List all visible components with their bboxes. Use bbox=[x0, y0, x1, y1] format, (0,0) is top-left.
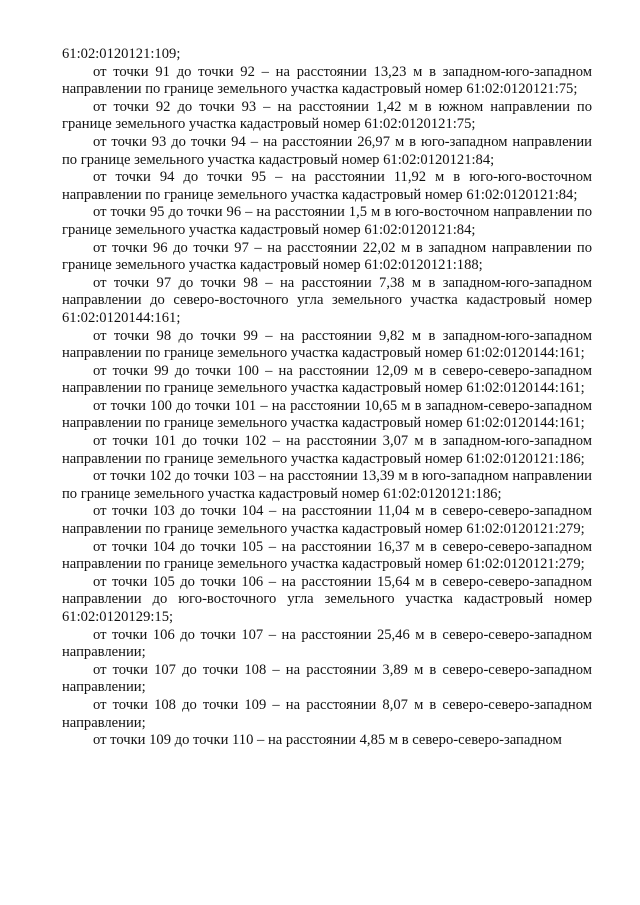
paragraph-segment-105-106: от точки 105 до точки 106 – на расстоянии 15,64 м в северо-северо-западном направлении до юго-восточного угла земельного участка кадастровый номер 61:02:0120129:15; bbox=[62, 573, 592, 625]
paragraph-segment-99-100: от точки 99 до точки 100 – на расстоянии 12,09 м в северо-северо-западном направлении по границе земельного участка кадастровый номер 61:02:0120144:161; bbox=[62, 362, 592, 397]
document-page bbox=[62, 46, 592, 750]
paragraph-segment-101-102: от точки 101 до точки 102 – на расстоянии 3,07 м в западном-юго-западном направлении по границе земельного участка кадастровый номер 61:02:0120121:186; bbox=[62, 433, 592, 467]
paragraph-segment-96-97: от точки 96 до точки 97 – на расстоянии 22,02 м в западном направлении по границе земельного участка кадастровый номер 61:02:0120121:188; bbox=[62, 239, 592, 274]
paragraph-segment-108-109: от точки 108 до точки 109 – на расстоянии 8,07 м в северо-северо-западном направлении; bbox=[62, 696, 592, 731]
paragraph-segment-92-93: от точки 92 до точки 93 – на расстоянии 1,42 м в южном направлении по границе земельного участка кадастровый номер 61:02:0120121:75; bbox=[62, 98, 592, 133]
paragraph-segment-102-103: от точки 102 до точки 103 – на расстоянии 13,39 м в юго-западном направлении по границе земельного участка кадастровый номер 61:02:0120121:186; bbox=[62, 468, 592, 502]
paragraph-segment-103-104: от точки 103 до точки 104 – на расстоянии 11,04 м в северо-северо-западном направлении по границе земельного участка кадастровый номер 61:02:0120121:279; bbox=[62, 503, 592, 538]
paragraph-cadastral-number: 61:02:0120121:109; bbox=[62, 46, 181, 62]
paragraph-segment-91-92: от точки 91 до точки 92 – на расстоянии 13,23 м в западном-юго-западном направлении по границе земельного участка кадастровый номер 61:02:0120121:75; bbox=[62, 63, 592, 98]
paragraph-segment-104-105: от точки 104 до точки 105 – на расстоянии 16,37 м в северо-северо-западном направлении по границе земельного участка кадастровый номер 61:02:0120121:279; bbox=[62, 538, 592, 573]
paragraph-segment-107-108: от точки 107 до точки 108 – на расстоянии 3,89 м в северо-северо-западном направлении; bbox=[62, 661, 592, 696]
paragraph-segment-97-98: от точки 97 до точки 98 – на расстоянии 7,38 м в западном-юго-западном направлении до северо-восточного угла земельного участка кадастровый номер 61:02:0120144:161; bbox=[62, 274, 592, 326]
paragraph-segment-109-110: от точки 109 до точки 110 – на расстоянии 4,85 м в северо-северо-западном bbox=[93, 732, 562, 749]
paragraph-segment-98-99: от точки 98 до точки 99 – на расстоянии 9,82 м в западном-юго-западном направлении по границе земельного участка кадастровый номер 61:02:0120144:161; bbox=[62, 327, 592, 362]
paragraph-segment-106-107: от точки 106 до точки 107 – на расстоянии 25,46 м в северо-северо-западном направлении; bbox=[62, 626, 592, 661]
paragraph-segment-94-95: от точки 94 до точки 95 – на расстоянии 11,92 м в юго-юго-восточном направлении по границе земельного участка кадастровый номер 61:02:0120121:84; bbox=[62, 169, 592, 203]
paragraph-segment-93-94: от точки 93 до точки 94 – на расстоянии 26,97 м в юго-западном направлении по границе земельного участка кадастровый номер 61:02:0120121:84; bbox=[62, 133, 592, 168]
paragraph-segment-95-96: от точки 95 до точки 96 – на расстоянии 1,5 м в юго-восточном направлении по границе земельного участка кадастровый номер 61:02:0120121:84; bbox=[62, 204, 592, 238]
paragraph-segment-100-101: от точки 100 до точки 101 – на расстоянии 10,65 м в западном-северо-западном направлении по границе земельного участка кадастровый номер 61:02:0120144:161; bbox=[62, 397, 592, 432]
